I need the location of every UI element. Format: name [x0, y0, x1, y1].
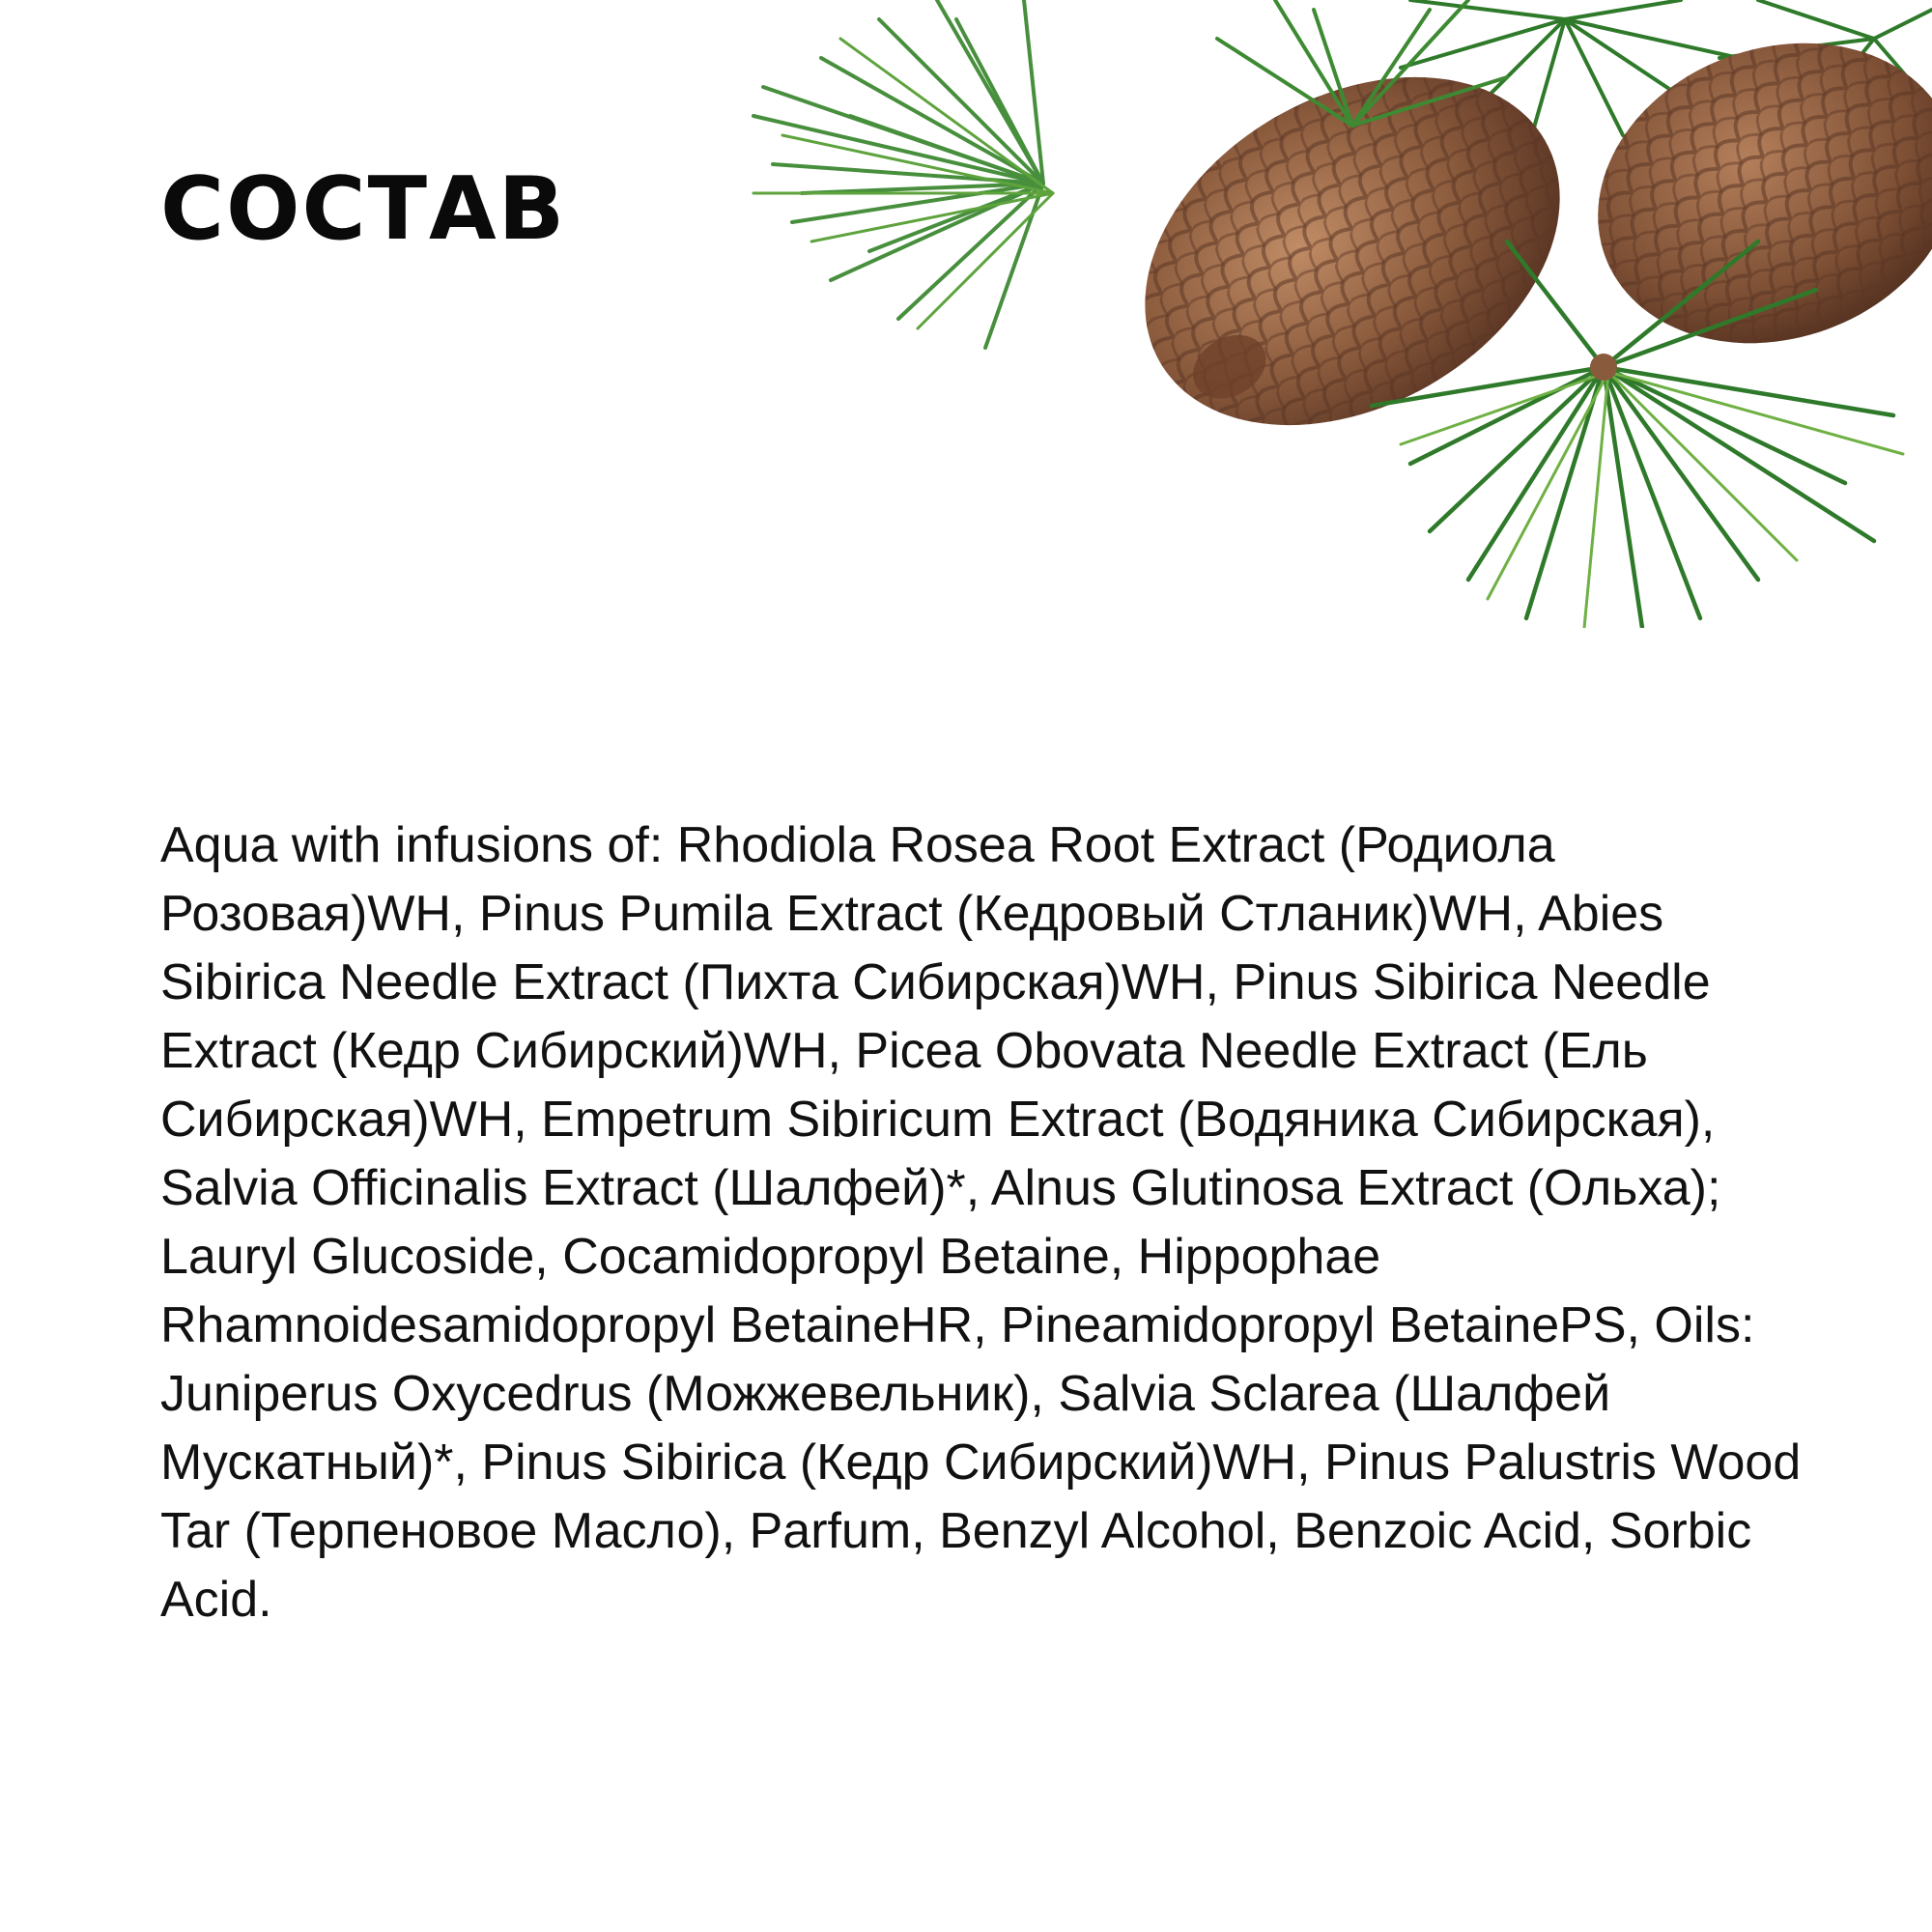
pine-cone-illustration: [734, 0, 1932, 628]
ingredients-text: Aqua with infusions of: Rhodiola Rosea Root Extract (Родиола Розовая)WH, Pinus Pumila Extract (Кедровый Стланик)WH, Abies Sibirica Needle Extract (Пихта Сибирская)WH, Pinus Sibirica Needle Extract (Кедр Сибирский)WH, Picea Obovata Needle Extract (Ель Сибирская)WH, Empetrum Sibiricum Extract (Водяника Сибирская), Salvia Officinalis Extract (Шалфей)*, Alnus Glutinosa Extract (Ольха); Lauryl Glucoside, Cocamidopropyl Betaine, Hippophae Rhamnoidesamidopropyl BetaineHR, Pineamidopropyl BetainePS, Oils: Juniperus Oxycedrus (Можжевельник), Salvia Sclarea (Шалфей Мускатный)*, Pinus Sibirica (Кедр Сибирский)WH, Pinus Palustris Wood Tar (Терпеновое Масло), Parfum, Benzyl Alcohol, Benzoic Acid, Sorbic Acid.: [160, 817, 1802, 1628]
page-title: СОСТАВ: [160, 158, 567, 260]
